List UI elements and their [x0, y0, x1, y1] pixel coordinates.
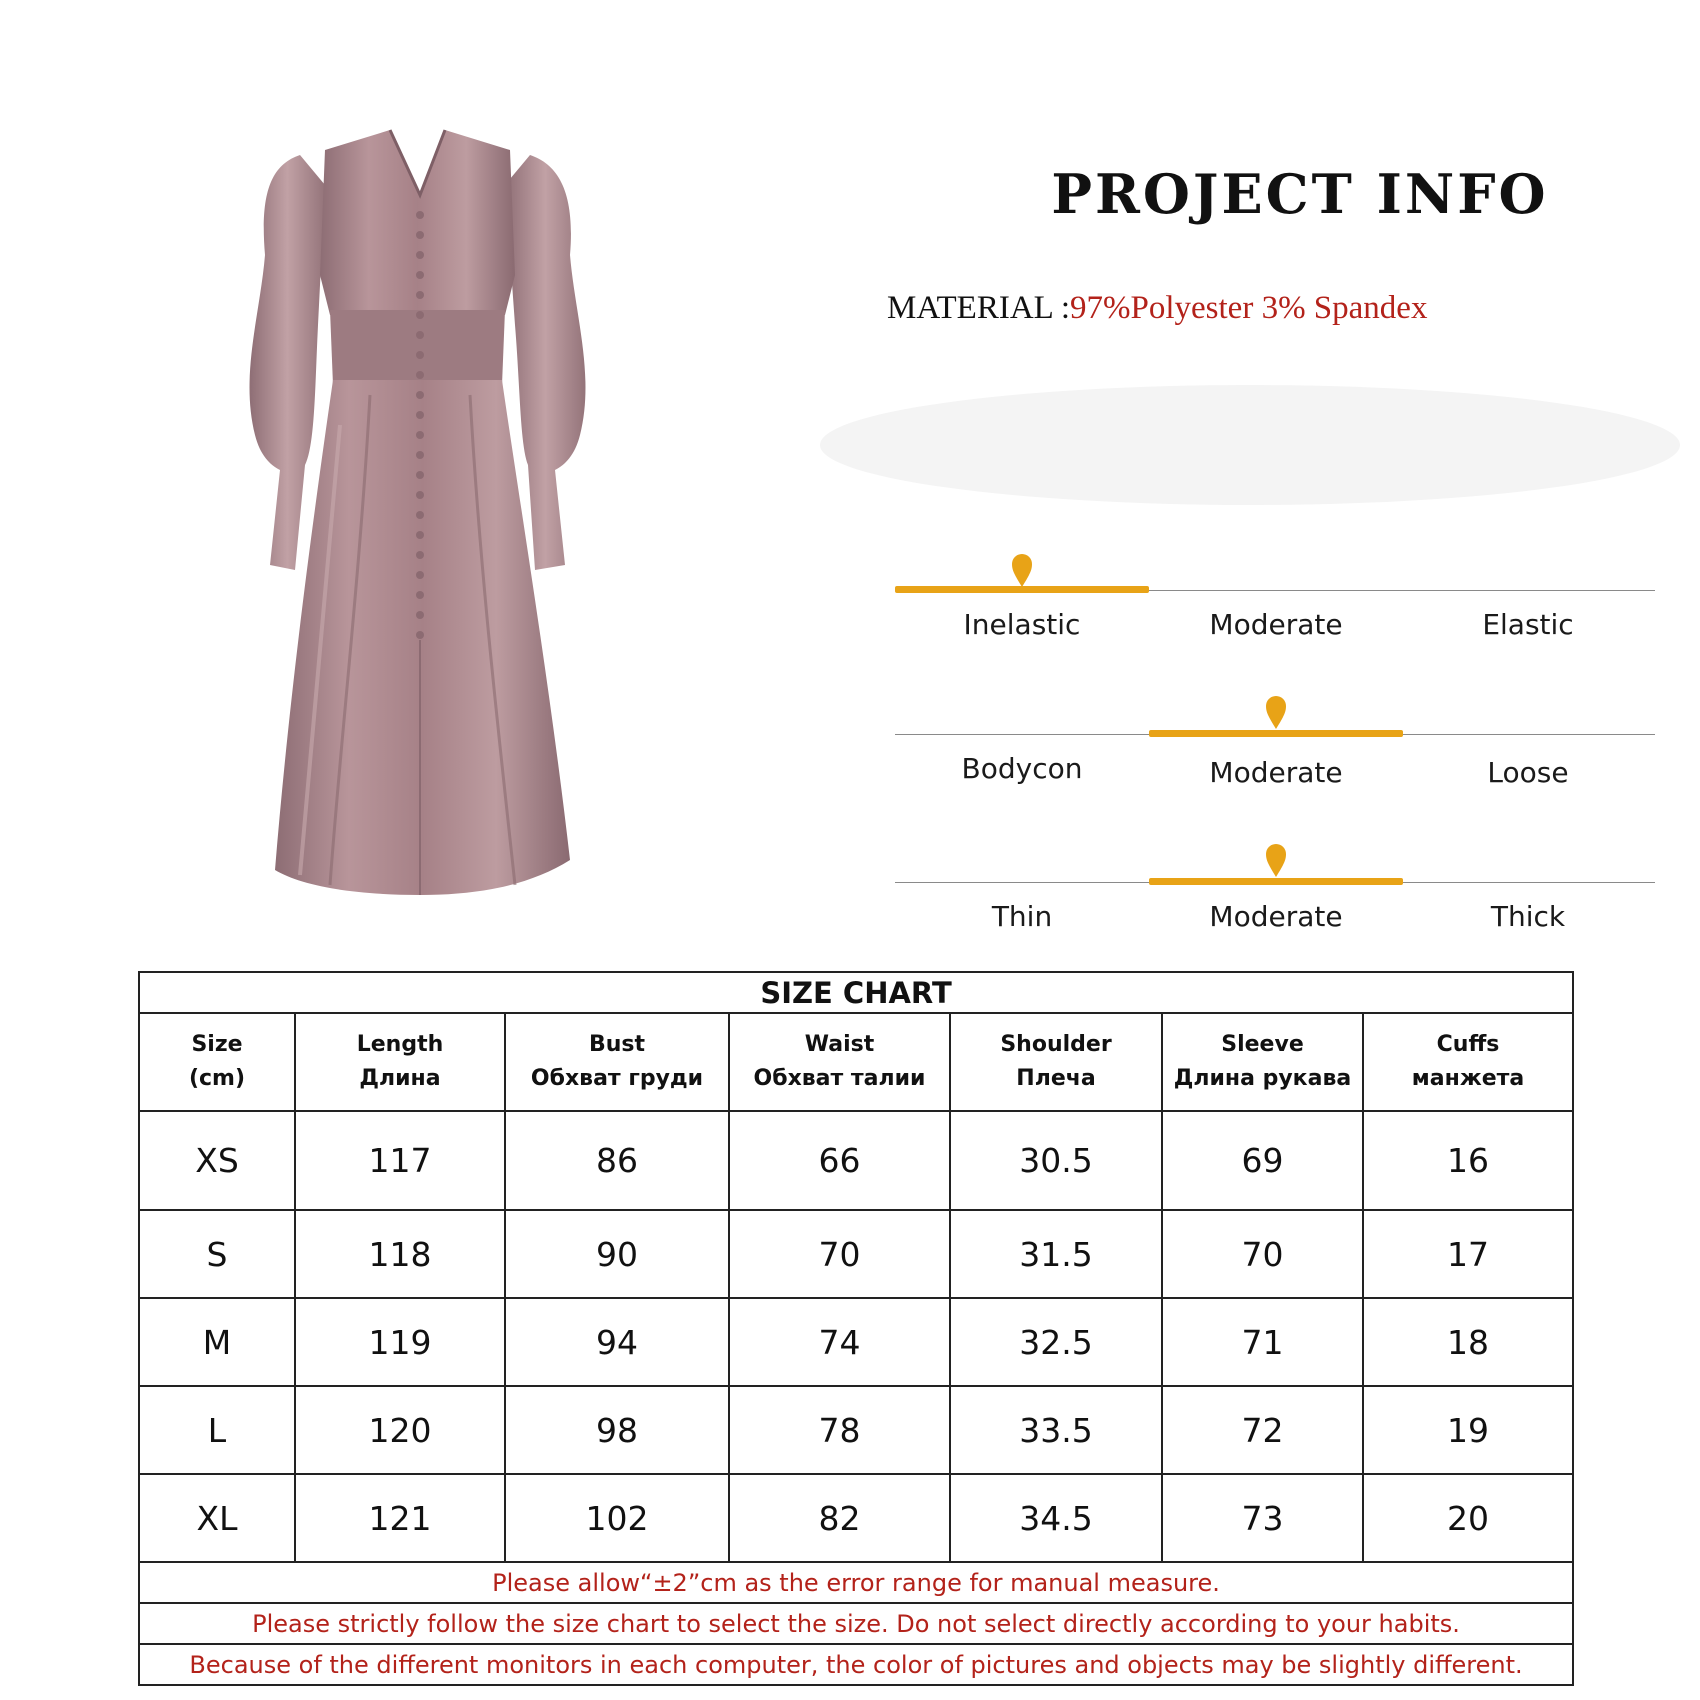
table-row	[139, 1474, 1573, 1562]
thickness-scale	[895, 840, 1655, 950]
cell-cuffs: 16	[1363, 1111, 1573, 1210]
cell-size: XL	[139, 1474, 295, 1562]
cell-waist: 74	[729, 1298, 950, 1386]
cell-size: S	[139, 1210, 295, 1298]
cell-sleeve: 72	[1162, 1386, 1363, 1474]
dress-illustration	[230, 125, 630, 945]
project-info-title: PROJECT INFO	[1051, 162, 1549, 226]
cell-shoulder: 34.5	[950, 1474, 1162, 1562]
column-header-size: Size (cm)	[139, 1013, 295, 1111]
note-follow-size-chart: Please strictly follow the size chart to select the size. Do not select directly according to your habits.	[139, 1603, 1573, 1644]
faded-background-smudge	[800, 360, 1700, 520]
cell-shoulder: 32.5	[950, 1298, 1162, 1386]
cell-size: XS	[139, 1111, 295, 1210]
cell-length: 121	[295, 1474, 505, 1562]
table-row	[139, 1210, 1573, 1298]
cell-waist: 70	[729, 1210, 950, 1298]
cell-cuffs: 18	[1363, 1298, 1573, 1386]
cell-cuffs: 20	[1363, 1474, 1573, 1562]
cell-sleeve: 70	[1162, 1210, 1363, 1298]
column-header-length: Length Длина	[295, 1013, 505, 1111]
scale-label-moderate: Moderate	[1209, 900, 1343, 933]
scale-label-moderate: Moderate	[1209, 608, 1343, 641]
cell-waist: 82	[729, 1474, 950, 1562]
scale-label-thick: Thick	[1490, 900, 1566, 933]
material-label: MATERIAL :	[887, 290, 1071, 326]
column-header-bust: Bust Обхват груди	[505, 1013, 729, 1111]
column-header-shoulder: Shoulder Плеча	[950, 1013, 1162, 1111]
material-line	[887, 290, 1427, 327]
size-chart-table	[138, 971, 1574, 1686]
cell-bust: 102	[505, 1474, 729, 1562]
cell-length: 117	[295, 1111, 505, 1210]
scale-label-elastic: Elastic	[1482, 608, 1574, 641]
scale-label-bodycon: Bodycon	[961, 752, 1083, 785]
cell-shoulder: 31.5	[950, 1210, 1162, 1298]
cell-cuffs: 19	[1363, 1386, 1573, 1474]
location-pin-icon	[1009, 552, 1035, 588]
cell-bust: 94	[505, 1298, 729, 1386]
scale-highlight	[1149, 878, 1403, 885]
fit-scale	[895, 692, 1655, 802]
product-image	[230, 125, 630, 945]
cell-shoulder: 30.5	[950, 1111, 1162, 1210]
cell-sleeve: 69	[1162, 1111, 1363, 1210]
cell-waist: 78	[729, 1386, 950, 1474]
size-chart-header-row	[139, 1013, 1573, 1111]
cell-sleeve: 73	[1162, 1474, 1363, 1562]
cell-bust: 86	[505, 1111, 729, 1210]
scale-label-inelastic: Inelastic	[963, 608, 1081, 641]
cell-waist: 66	[729, 1111, 950, 1210]
cell-cuffs: 17	[1363, 1210, 1573, 1298]
scale-label-loose: Loose	[1487, 756, 1569, 789]
note-error-range: Please allow“±2”cm as the error range for manual measure.	[139, 1562, 1573, 1603]
table-row	[139, 1298, 1573, 1386]
size-chart-title: SIZE CHART	[139, 972, 1573, 1013]
column-header-sleeve: Sleeve Длина рукава	[1162, 1013, 1363, 1111]
note-color-difference: Because of the different monitors in each computer, the color of pictures and objects may be slightly different.	[139, 1644, 1573, 1685]
cell-bust: 98	[505, 1386, 729, 1474]
cell-sleeve: 71	[1162, 1298, 1363, 1386]
cell-bust: 90	[505, 1210, 729, 1298]
material-value: 97%Polyester 3% Spandex	[1070, 290, 1428, 326]
table-row	[139, 1111, 1573, 1210]
elasticity-scale	[895, 548, 1655, 658]
cell-length: 119	[295, 1298, 505, 1386]
cell-size: M	[139, 1298, 295, 1386]
scale-label-moderate: Moderate	[1209, 756, 1343, 789]
cell-length: 120	[295, 1386, 505, 1474]
column-header-cuffs: Cuffs манжета	[1363, 1013, 1573, 1111]
scale-label-thin: Thin	[991, 900, 1053, 933]
location-pin-icon	[1263, 842, 1289, 878]
scale-highlight	[1149, 730, 1403, 737]
cell-size: L	[139, 1386, 295, 1474]
column-header-waist: Waist Обхват талии	[729, 1013, 950, 1111]
cell-length: 118	[295, 1210, 505, 1298]
cell-shoulder: 33.5	[950, 1386, 1162, 1474]
location-pin-icon	[1263, 694, 1289, 730]
table-row	[139, 1386, 1573, 1474]
